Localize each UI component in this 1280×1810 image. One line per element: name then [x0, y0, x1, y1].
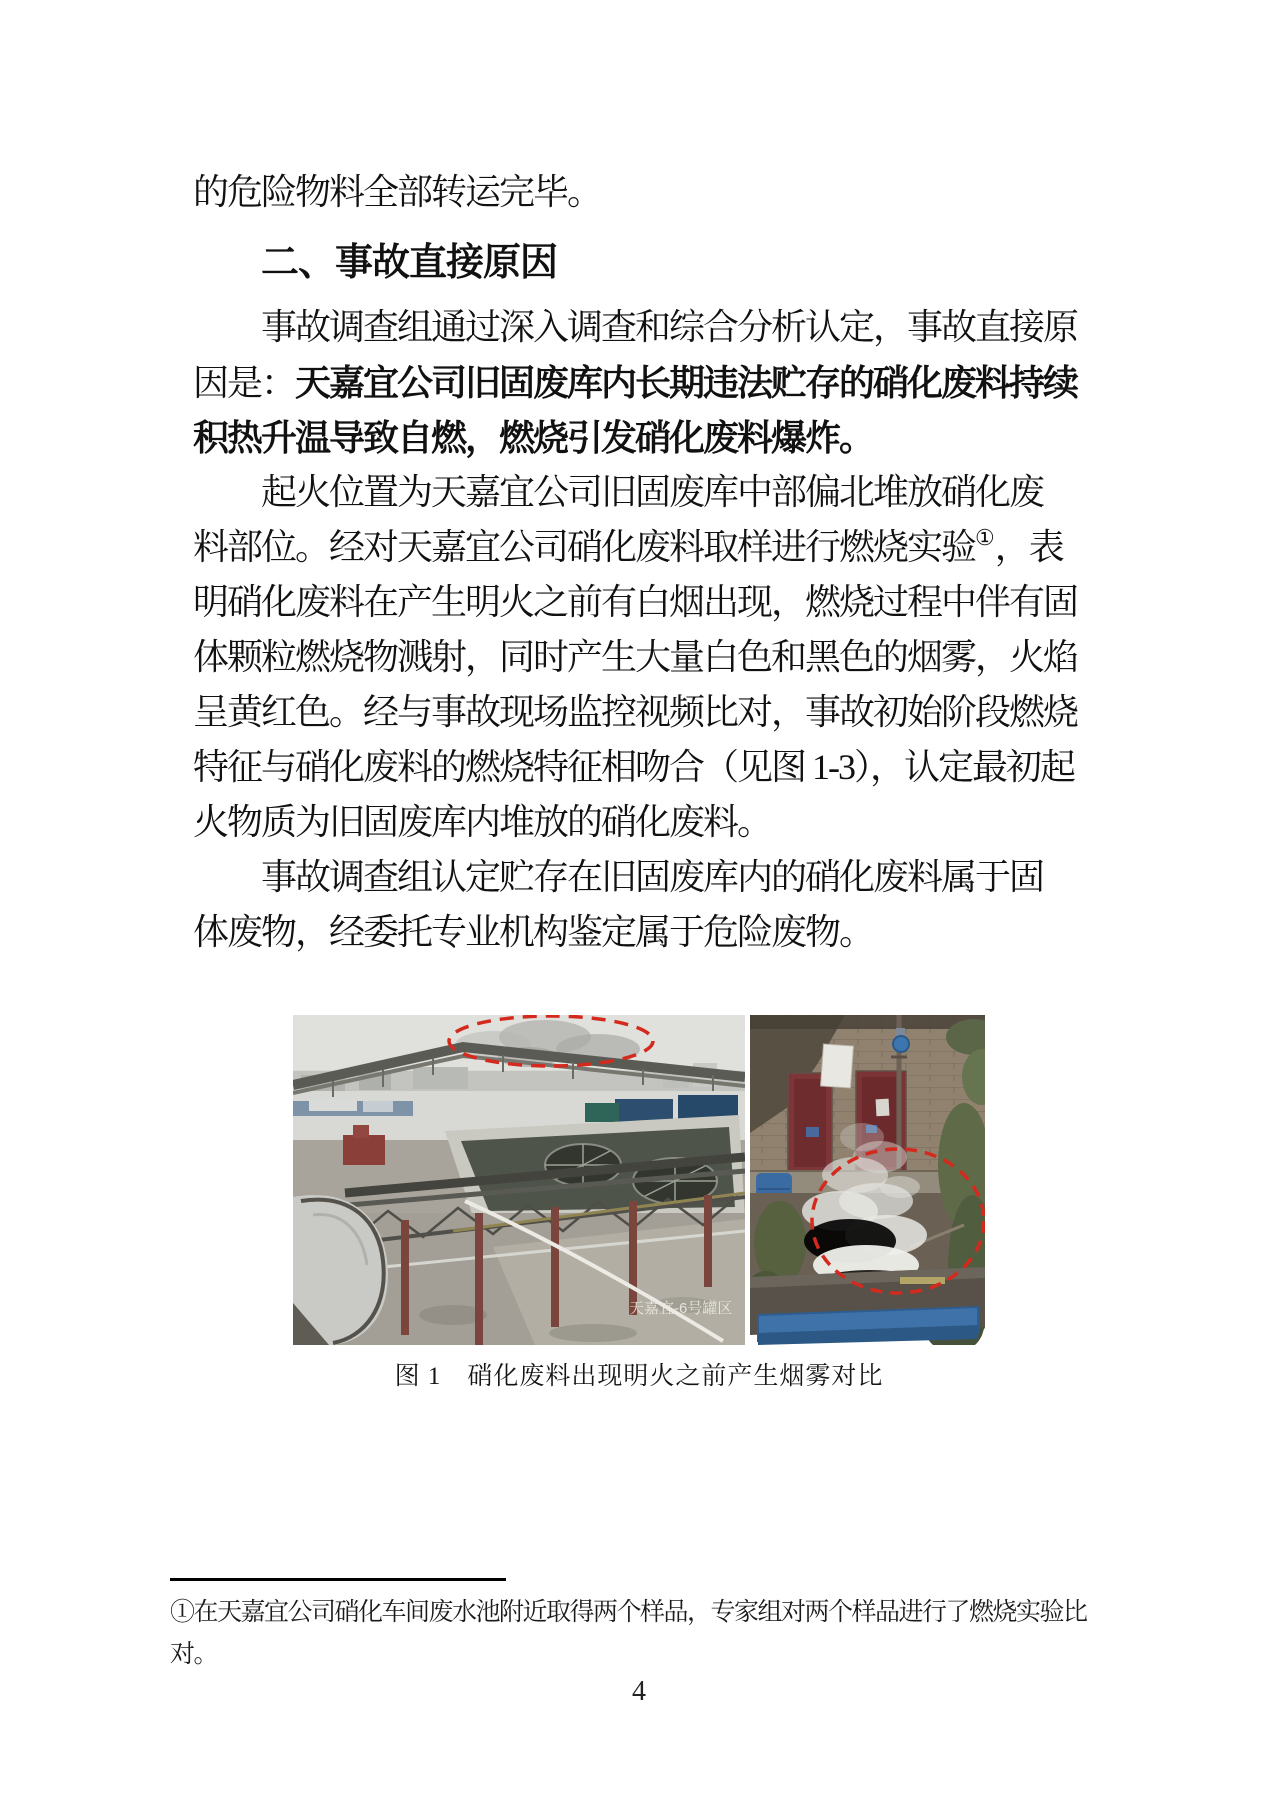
body-line: 起火位置为天嘉宜公司旧固废库中部偏北堆放硝化废: [261, 472, 1044, 512]
body-line-segment: ，表: [994, 527, 1063, 567]
page-number: 4: [632, 1676, 646, 1707]
section-heading: 二、事故直接原因: [261, 242, 558, 284]
footnote-separator: [170, 1578, 506, 1581]
body-line: 明硝化废料在产生明火之前有白烟出现，燃烧过程中伴有固: [193, 582, 1078, 622]
footnote-line: 对。: [170, 1641, 218, 1668]
body-line: 体废物，经委托专业机构鉴定属于危险废物。: [193, 912, 874, 952]
footnote: [170, 1592, 1110, 1676]
footnote-reference-mark: ①: [975, 525, 995, 550]
body-line-segment: 因是：: [193, 363, 296, 403]
footnote-line: ①在天嘉宜公司硝化车间废水池附近取得两个样品，专家组对两个样品进行了燃烧实验比: [170, 1599, 1087, 1626]
body-text: [193, 165, 1093, 960]
body-line: [193, 520, 1093, 575]
body-line: 特征与硝化废料的燃烧特征相吻合（见图 1-3），认定最初起: [193, 747, 1074, 787]
figure-photo-right: [750, 1015, 985, 1345]
body-line: 事故调查组通过深入调查和综合分析认定，事故直接原: [261, 307, 1078, 347]
figure-photo-left: [293, 1015, 745, 1345]
body-line: 火物质为旧固废库内堆放的硝化废料。: [193, 802, 772, 842]
right-photo-illustration: [750, 1015, 985, 1345]
photo-watermark: 天嘉宜-6号罐区: [629, 1300, 733, 1317]
body-line-bold: 积热升温导致自燃，燃烧引发硝化废料爆炸。: [193, 417, 874, 458]
body-line-segment-bold: 天嘉宜公司旧固废库内长期违法贮存的硝化废料持续: [295, 362, 1078, 403]
body-line: 呈黄红色。经与事故现场监控视频比对，事故初始阶段燃烧: [193, 692, 1078, 732]
left-photo-illustration: [293, 1015, 745, 1345]
body-line: 的危险物料全部转运完毕。: [193, 172, 602, 212]
body-line-segment: 料部位。经对天嘉宜公司硝化废料取样进行燃烧实验: [193, 527, 976, 567]
body-line: [193, 355, 1093, 410]
body-line: 事故调查组认定贮存在旧固废库内的硝化废料属于固: [261, 857, 1044, 897]
body-line: 体颗粒燃烧物溅射，同时产生大量白色和黑色的烟雾，火焰: [193, 637, 1078, 677]
figure-caption: 图 1 硝化废料出现明火之前产生烟雾对比: [394, 1363, 884, 1390]
